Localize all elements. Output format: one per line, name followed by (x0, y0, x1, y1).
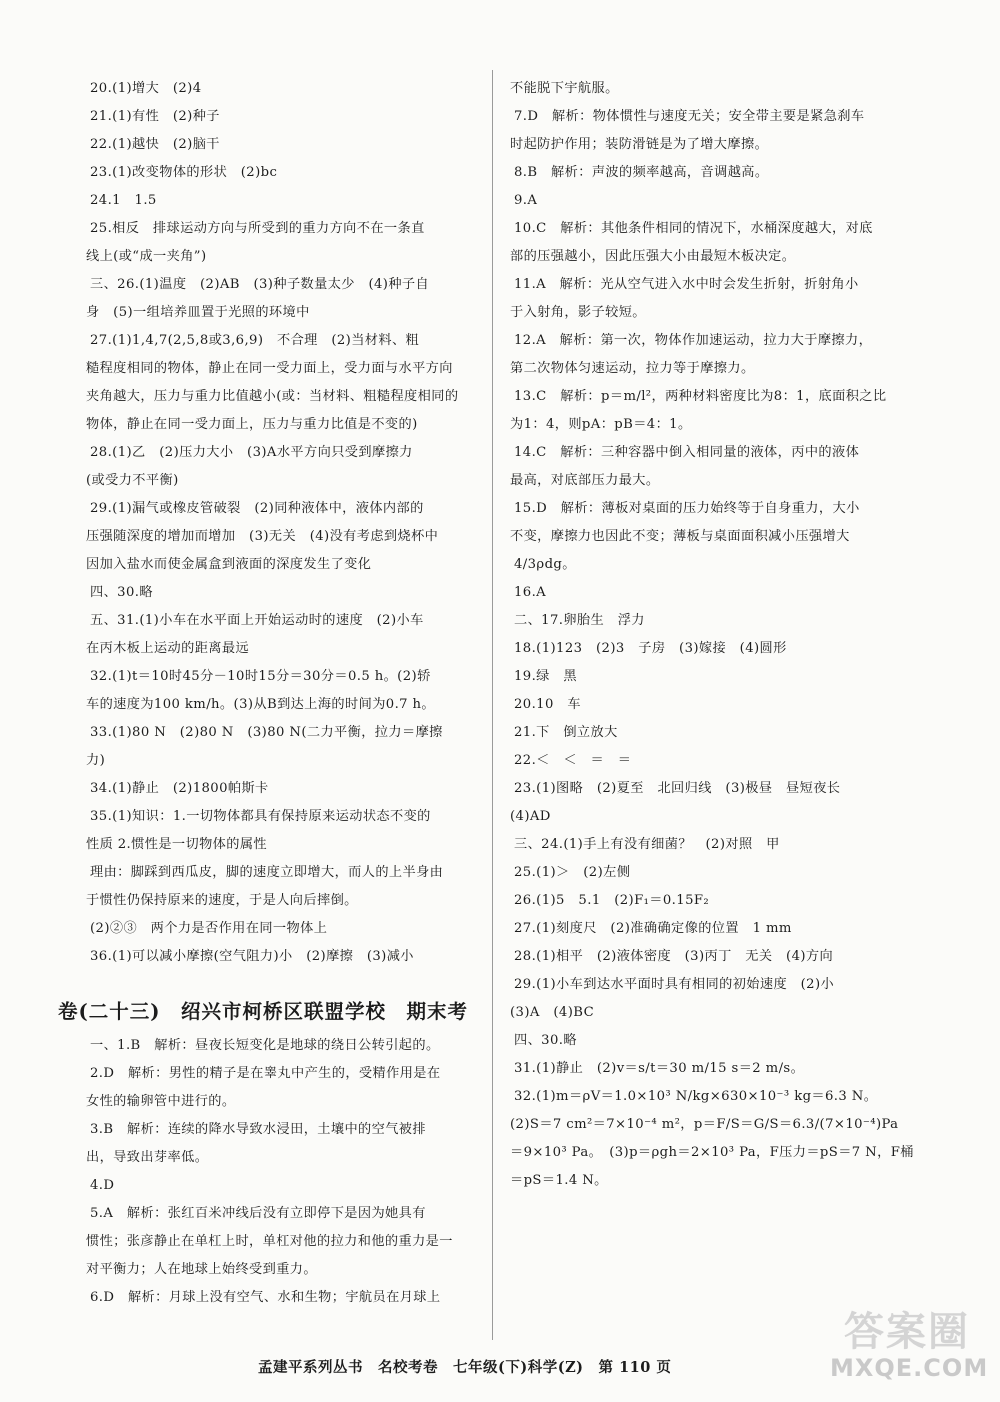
text-line: 5.A 解析：张红百米冲线后没有立即停下是因为她具有 (90, 1206, 426, 1221)
text-line: 16.A (514, 585, 547, 600)
watermark-site: MXQE.COM (830, 1354, 989, 1382)
text-line: 3.B 解析：连续的降水导致水浸田，土壤中的空气被排 (90, 1122, 426, 1137)
text-line: 23.(1)改变物体的形状 (2)bc (90, 165, 278, 180)
text-line: 19.绿 黑 (514, 669, 577, 684)
text-line: 25.相反 排球运动方向与所受到的重力方向不在一条直 (90, 221, 425, 236)
text-line: (或受力不平衡) (86, 473, 179, 488)
text-line: 糙程度相同的物体，静止在同一受力面上，受力面与水平方向 (86, 361, 453, 376)
text-line: 25.(1)＞ (2)左侧 (514, 865, 631, 880)
text-line: 二、17.卵胎生 浮力 (514, 613, 645, 628)
text-line: 6.D 解析：月球上没有空气、水和生物；宇航员在月球上 (90, 1290, 441, 1305)
text-line: 不变，摩擦力也因此不变；薄板与桌面面积减小压强增大 (510, 529, 850, 544)
watermark (830, 1300, 990, 1396)
text-line: 时起防护作用；装防滑链是为了增大摩擦。 (510, 137, 769, 152)
text-line: ＝9×10³ Pa。 (3)p＝ρgh＝2×10³ Pa，F压力＝pS＝7 N，F桶 (510, 1145, 914, 1160)
right-column (510, 75, 920, 1195)
text-line: 部的压强越小，因此压强大小由最短木板决定。 (510, 249, 796, 264)
text-line: 8.B 解析：声波的频率越高，音调越高。 (514, 165, 769, 180)
text-line: 34.(1)静止 (2)1800帕斯卡 (90, 781, 269, 796)
text-line: 10.C 解析：其他条件相同的情况下，水桶深度越大，对底 (514, 221, 873, 236)
text-line: 28.(1)相平 (2)液体密度 (3)丙丁 无关 (4)方向 (514, 949, 834, 964)
text-line: (2)S＝7 cm²＝7×10⁻⁴ m²，p＝F/S＝G/S＝6.3/(7×10⁻⁴)Pa (510, 1117, 899, 1132)
watermark-logo: 答案圈 (844, 1308, 970, 1355)
text-line: 理由：脚踩到西瓜皮，脚的速度立即增大，而人的上半身由 (90, 865, 444, 880)
text-line: 28.(1)乙 (2)压力大小 (3)A水平方向只受到摩擦力 (90, 445, 413, 460)
text-line: 力) (86, 753, 106, 768)
left-column (86, 75, 478, 971)
text-line: 32.(1)m＝ρV＝1.0×10³ N/kg×630×10⁻³ kg＝6.3 N。 (514, 1089, 878, 1104)
left-column-after-heading (86, 1032, 478, 1312)
text-line: 21.下 倒立放大 (514, 725, 618, 740)
text-line: 因加入盐水而使金属盒到液面的深度发生了变化 (86, 557, 372, 572)
text-line: 36.(1)可以减小摩擦(空气阻力)小 (2)摩擦 (3)减小 (90, 949, 414, 964)
text-line: 31.(1)静止 (2)v＝s/t＝30 m/15 s＝2 m/s。 (514, 1061, 805, 1076)
text-line: 压强随深度的增加而增加 (3)无关 (4)没有考虑到烧杯中 (86, 529, 439, 544)
text-line: 29.(1)漏气或橡皮管破裂 (2)同种液体中，液体内部的 (90, 501, 424, 516)
text-line: 在丙木板上运动的距离最远 (86, 641, 250, 656)
text-line: 23.(1)图略 (2)夏至 北回归线 (3)极昼 昼短夜长 (514, 781, 841, 796)
text-line: 21.(1)有性 (2)种子 (90, 109, 220, 124)
text-line: 第二次物体匀速运动，拉力等于摩擦力。 (510, 361, 755, 376)
text-line: 14.C 解析：三种容器中倒入相同量的液体，丙中的液体 (514, 445, 860, 460)
text-line: 三、26.(1)温度 (2)AB (3)种子数量太少 (4)种子自 (90, 277, 430, 292)
text-line: 五、31.(1)小车在水平面上开始运动时的速度 (2)小车 (90, 613, 424, 628)
text-line: (4)AD (510, 809, 551, 824)
text-line: 9.A (514, 193, 538, 208)
text-line: 车的速度为100 km/h。(3)从B到达上海的时间为0.7 h。 (86, 697, 436, 712)
text-line: 出，导致出芽率低。 (86, 1150, 209, 1165)
text-line: 惯性；张彦静止在单杠上时，单杠对他的拉力和他的重力是一 (86, 1234, 453, 1249)
text-line: 13.C 解析：p＝m/l²，两种材料密度比为8：1，底面积之比 (514, 389, 887, 404)
text-line: 18.(1)123 (2)3 子房 (3)嫁接 (4)圆形 (514, 641, 787, 656)
text-line: 性质 2.惯性是一切物体的属性 (86, 837, 268, 852)
text-line: 女性的输卵管中进行的。 (86, 1094, 236, 1109)
text-line: 不能脱下宇航服。 (510, 81, 619, 96)
text-line: 20.(1)增大 (2)4 (90, 81, 202, 96)
column-divider (492, 70, 493, 1340)
text-line: 24.1 1.5 (90, 193, 157, 208)
text-line: 于入射角，影子较短。 (510, 305, 646, 320)
text-line: ＝pS＝1.4 N。 (510, 1173, 608, 1188)
text-line: 4/3ρdg。 (514, 557, 576, 572)
text-line: 11.A 解析：光从空气进入水中时会发生折射，折射角小 (514, 277, 859, 292)
text-line: 27.(1)1,4,7(2,5,8或3,6,9) 不合理 (2)当材料、粗 (90, 333, 420, 348)
text-line: 夹角越大，压力与重力比值越小(或：当材料、粗糙程度相同的 (86, 389, 459, 404)
text-line: 一、1.B 解析：昼夜长短变化是地球的绕日公转引起的。 (90, 1038, 440, 1053)
text-line: 33.(1)80 N (2)80 N (3)80 N(二力平衡，拉力＝摩擦 (90, 725, 443, 740)
text-line: 22.(1)越快 (2)脑干 (90, 137, 220, 152)
text-line: (2)②③ 两个力是否作用在同一物体上 (90, 921, 328, 936)
page-footer: 孟建平系列丛书 名校考卷 七年级(下)科学(Z) 第 110 页 (258, 1359, 672, 1376)
text-line: 线上(或“成一夹角”) (86, 249, 207, 264)
text-line: 12.A 解析：第一次，物体作加速运动，拉力大于摩擦力， (514, 333, 873, 348)
text-line: 15.D 解析：薄板对桌面的压力始终等于自身重力，大小 (514, 501, 860, 516)
text-line: 4.D (90, 1178, 115, 1193)
text-line: 最高，对底部压力最大。 (510, 473, 660, 488)
text-line: 物体，静止在同一受力面上，压力与重力比值是不变的) (86, 417, 418, 432)
text-line: 20.10 车 (514, 697, 581, 712)
text-line: 22.＜ ＜ ＝ ＝ (514, 753, 632, 768)
text-line: 对平衡力；人在地球上始终受到重力。 (86, 1262, 317, 1277)
text-line: 四、30.略 (514, 1033, 577, 1048)
text-line: 为1：4，则pA：pB＝4：1。 (510, 417, 692, 432)
text-line: 35.(1)知识：1.一切物体都具有保持原来运动状态不变的 (90, 809, 431, 824)
text-line: 于惯性仍保持原来的速度，于是人向后摔倒。 (86, 893, 358, 908)
text-line: 32.(1)t＝10时45分－10时15分＝30分＝0.5 h。(2)轿 (90, 669, 431, 684)
text-line: 27.(1)刻度尺 (2)准确确定像的位置 1 mm (514, 921, 792, 936)
text-line: 身 (5)一组培养皿置于光照的环境中 (86, 305, 310, 320)
text-line: 2.D 解析：男性的精子是在睾丸中产生的，受精作用是在 (90, 1066, 441, 1081)
text-line: (3)A (4)BC (510, 1005, 595, 1020)
text-line: 29.(1)小车到达水平面时具有相同的初始速度 (2)小 (514, 977, 835, 992)
section-heading: 卷(二十三) 绍兴市柯桥区联盟学校 期末考 (58, 1000, 468, 1023)
text-line: 26.(1)5 5.1 (2)F₁＝0.15F₂ (514, 893, 710, 908)
text-line: 四、30.略 (90, 585, 153, 600)
text-line: 三、24.(1)手上有没有细菌？ (2)对照 甲 (514, 837, 780, 852)
text-line: 7.D 解析：物体惯性与速度无关；安全带主要是紧急刹车 (514, 109, 865, 124)
